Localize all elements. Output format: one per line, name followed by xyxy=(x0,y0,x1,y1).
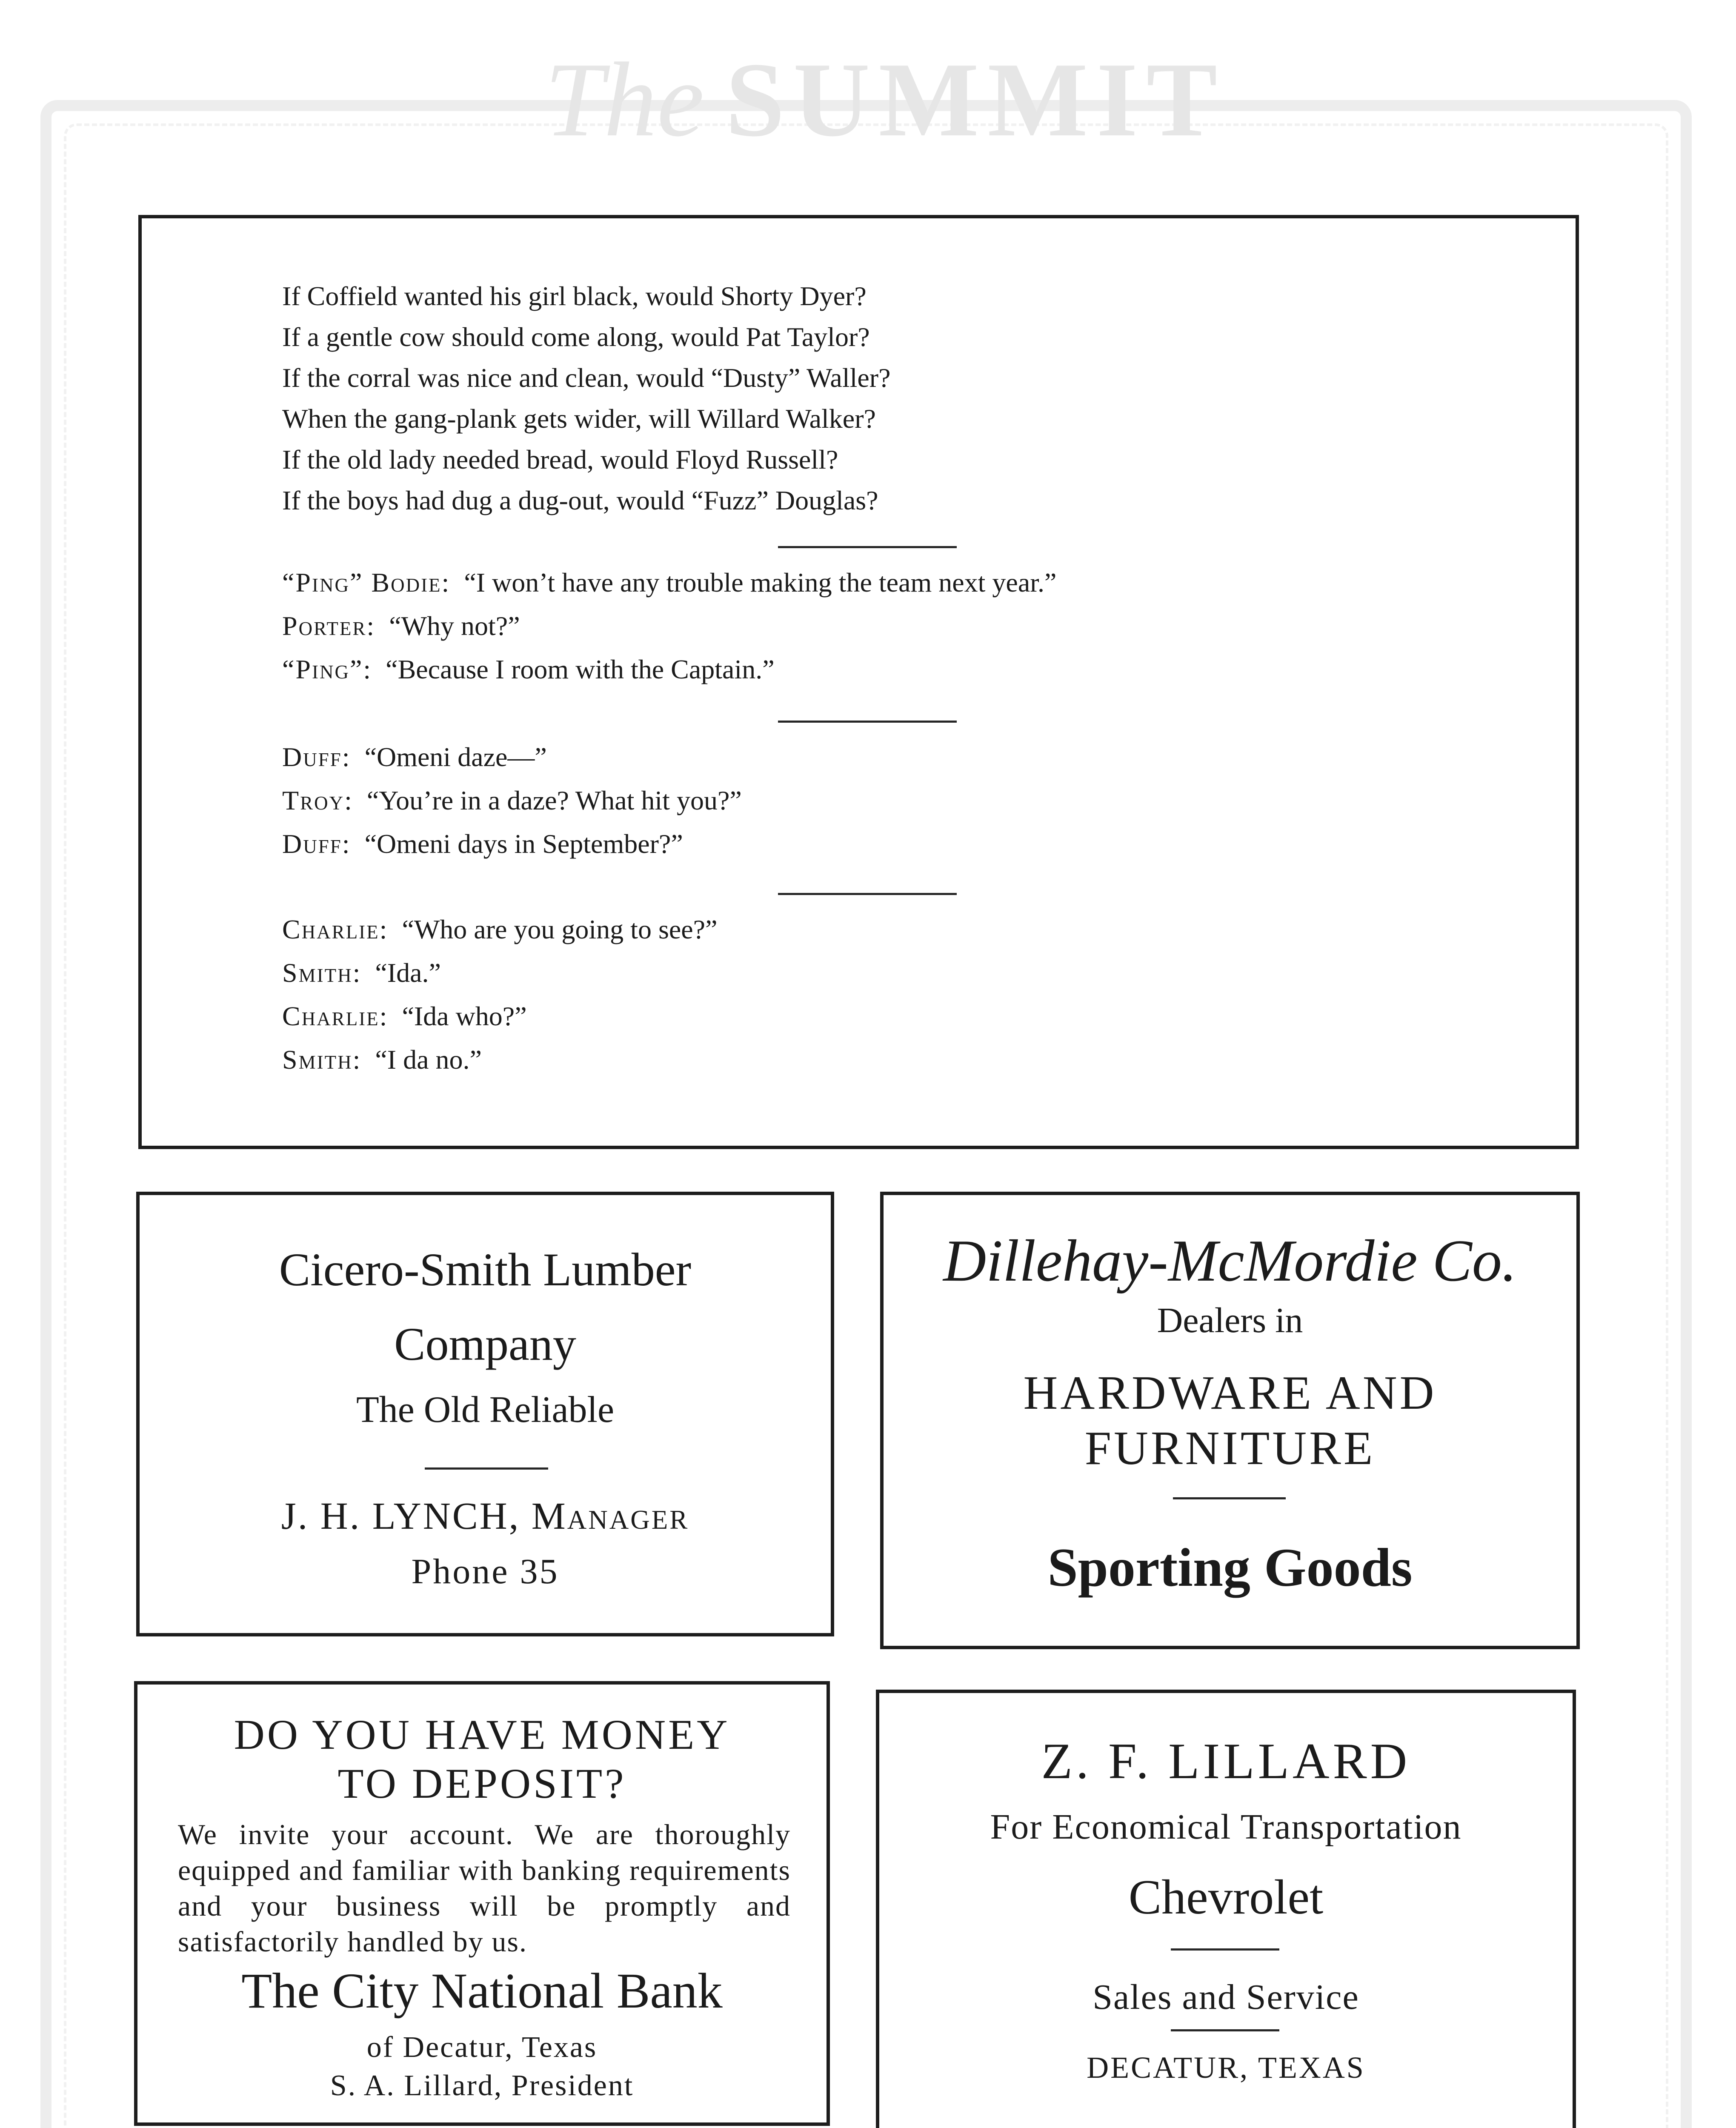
ad-tagline: For Economical Transportation xyxy=(990,1807,1462,1847)
ad-tagline: The Old Reliable xyxy=(356,1389,615,1430)
ad-cicero-smith-lumber xyxy=(136,1192,834,1636)
ad-headline xyxy=(137,1710,827,1808)
goods-line: HARDWARE AND xyxy=(1023,1367,1437,1419)
manager-name: J. H. LYNCH, xyxy=(281,1495,521,1537)
company-name-line: Company xyxy=(394,1318,576,1370)
separator-rule xyxy=(1171,1948,1279,1951)
speaker: Smith: xyxy=(282,958,362,988)
company-name-line: Cicero-Smith Lumber xyxy=(279,1244,692,1296)
line-text: “Who are you going to see?” xyxy=(402,914,718,944)
speaker: Troy: xyxy=(282,785,353,815)
line-text: “Omeni daze—” xyxy=(364,742,547,772)
dialogue-line xyxy=(282,1038,717,1081)
ad-president: S. A. Lillard, President xyxy=(330,2069,634,2102)
ad-body-text: We invite your account. We are thoroughly equipped and familiar with banking requirements and your business will be promptly and satisfactorily handled by us. xyxy=(178,1818,791,1958)
pun-line: If the corral was nice and clean, would “Dusty” Waller? xyxy=(282,363,891,393)
ad-company-name: Z. F. LILLARD xyxy=(1041,1733,1411,1789)
speaker: “Ping”: xyxy=(282,654,372,684)
ad-city: DECATUR, TEXAS xyxy=(1087,2051,1365,2085)
goods-line: FURNITURE xyxy=(1084,1422,1376,1475)
separator-rule xyxy=(778,893,957,895)
ad-brand: Chevrolet xyxy=(1128,1870,1324,1925)
dialogue-charlie xyxy=(282,908,717,1081)
pun-lines xyxy=(282,276,891,521)
line-text: “You’re in a daze? What hit you?” xyxy=(366,785,742,815)
pun-line: When the gang-plank gets wider, will Willard Walker? xyxy=(282,403,876,434)
dialogue-line xyxy=(282,735,742,779)
pun-line: If the old lady needed bread, would Floyd Russell? xyxy=(282,444,838,475)
ad-manager xyxy=(140,1493,831,1540)
headline-line: TO DEPOSIT? xyxy=(337,1760,626,1807)
dialogue-line xyxy=(282,908,717,951)
ad-phone: Phone 35 xyxy=(411,1552,559,1591)
line-text: “I da no.” xyxy=(375,1044,482,1075)
masthead-title: SUMMIT xyxy=(725,41,1226,159)
manager-title: Manager xyxy=(531,1495,689,1537)
ad-city-national-bank xyxy=(134,1681,830,2126)
ad-dealers: Dealers in xyxy=(1157,1301,1303,1340)
dialogue-line xyxy=(282,648,1056,691)
ad-location: of Decatur, Texas xyxy=(366,2031,598,2064)
line-text: “Why not?” xyxy=(389,611,520,641)
line-text: “Omeni days in September?” xyxy=(364,829,683,859)
speaker: Charlie: xyxy=(282,914,389,944)
ad-company-name xyxy=(140,1238,831,1376)
dialogue-duff xyxy=(282,735,742,866)
ad-dillehay-mcmordie xyxy=(880,1192,1580,1649)
pun-line: If a gentle cow should come along, would Pat Taylor? xyxy=(282,322,870,352)
dialogue-line xyxy=(282,604,1056,648)
speaker: Charlie: xyxy=(282,1001,389,1031)
jokes-box xyxy=(138,215,1579,1149)
speaker: “Ping” Bodie: xyxy=(282,567,451,598)
separator-rule xyxy=(778,546,957,548)
dialogue-line xyxy=(282,995,717,1038)
speaker: Porter: xyxy=(282,611,376,641)
separator-rule xyxy=(1173,1497,1286,1499)
speaker: Duff: xyxy=(282,829,351,859)
ad-company-name: Dillehay-McMordie Co. xyxy=(943,1228,1517,1294)
line-text: “Ida.” xyxy=(375,958,441,988)
line-text: “Because I room with the Captain.” xyxy=(386,654,775,684)
pun-line: If the boys had dug a dug-out, would “Fuzz” Douglas? xyxy=(282,485,878,515)
masthead xyxy=(523,41,1247,159)
separator-rule xyxy=(778,721,957,723)
separator-rule xyxy=(425,1467,548,1470)
line-text: “I won’t have any trouble making the team next year.” xyxy=(464,567,1057,598)
ad-sporting-goods: Sporting Goods xyxy=(1047,1537,1413,1598)
separator-rule xyxy=(1171,2029,1279,2031)
ad-service: Sales and Service xyxy=(1093,1977,1359,2017)
dialogue-line xyxy=(282,561,1056,604)
ad-bank-name: The City National Bank xyxy=(241,1963,723,2019)
masthead-script: The xyxy=(544,41,704,159)
ad-zf-lillard xyxy=(876,1690,1576,2128)
dialogue-line xyxy=(282,779,742,822)
pun-line: If Coffield wanted his girl black, would Shorty Dyer? xyxy=(282,281,867,311)
headline-line: DO YOU HAVE MONEY xyxy=(234,1711,730,1758)
speaker: Duff: xyxy=(282,742,351,772)
speaker: Smith: xyxy=(282,1044,362,1075)
dialogue-ping xyxy=(282,561,1056,691)
dialogue-line xyxy=(282,822,742,866)
ad-goods xyxy=(884,1365,1576,1476)
line-text: “Ida who?” xyxy=(402,1001,527,1031)
dialogue-line xyxy=(282,951,717,995)
